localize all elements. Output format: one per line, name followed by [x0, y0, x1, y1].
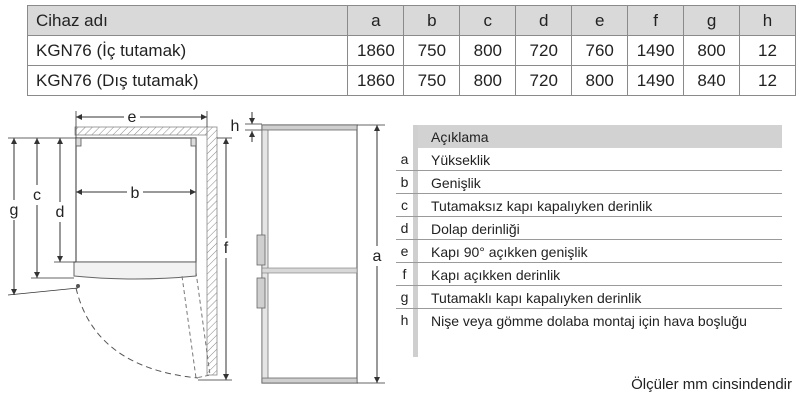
legend-text: Kapı 90° açıkken genişlik	[431, 244, 588, 260]
legend-text: Genişlik	[431, 175, 481, 191]
side-view	[231, 112, 385, 383]
door-closed	[74, 262, 196, 279]
table-cell: 750	[404, 36, 460, 66]
table-cell: 720	[516, 66, 572, 96]
table-cell: 800	[460, 36, 516, 66]
dim-label-f: f	[223, 240, 229, 257]
table-cell: 840	[684, 66, 740, 96]
legend-item	[396, 309, 782, 357]
table-header-cell: e	[572, 6, 628, 36]
table-header-cell: c	[460, 6, 516, 36]
table-cell: 12	[740, 36, 796, 66]
dim-label-c: c	[33, 187, 41, 204]
legend-key: e	[396, 240, 418, 262]
door-open	[182, 272, 210, 378]
legend-key: a	[396, 148, 418, 170]
table-row	[28, 36, 796, 66]
table-header-cell: g	[684, 6, 740, 36]
table-cell: 800	[572, 66, 628, 96]
table-header-cell: a	[348, 6, 404, 36]
legend-item	[396, 217, 782, 240]
table-cell: KGN76 (İç tutamak)	[28, 36, 348, 66]
dim-label-h: h	[230, 118, 240, 135]
legend-item	[396, 263, 782, 286]
legend-key: b	[396, 171, 418, 193]
table-cell: KGN76 (Dış tutamak)	[28, 66, 348, 96]
legend-text: Yükseklik	[431, 152, 491, 168]
table-header-cell: f	[628, 6, 684, 36]
legend-item	[396, 171, 782, 194]
legend-text: Dolap derinliği	[431, 221, 520, 237]
legend-item	[396, 148, 782, 171]
dim-label-b: b	[130, 185, 140, 202]
dim-label-a: a	[372, 248, 382, 265]
table-row	[28, 66, 796, 96]
legend-key: g	[396, 286, 418, 308]
dimension-drawing	[0, 105, 395, 400]
legend	[396, 125, 782, 357]
legend-item	[396, 194, 782, 217]
table-header-row	[28, 6, 796, 36]
table-header-cell: h	[740, 6, 796, 36]
legend-key: h	[396, 309, 418, 357]
legend-item	[396, 240, 782, 263]
dim-label-d: d	[55, 204, 65, 221]
table-cell: 1860	[348, 36, 404, 66]
legend-key: f	[396, 263, 418, 285]
table-header-cell: d	[516, 6, 572, 36]
legend-item	[396, 286, 782, 309]
wall-right	[207, 127, 217, 375]
upper-handle	[257, 235, 265, 265]
legend-key: d	[396, 217, 418, 239]
dimensions-table	[27, 5, 796, 96]
door-swing-arc	[76, 288, 198, 378]
table-cell: 760	[572, 36, 628, 66]
fridge-body	[262, 125, 357, 383]
table-cell: 750	[404, 66, 460, 96]
legend-title: Açıklama	[418, 125, 782, 148]
legend-key: c	[396, 194, 418, 216]
units-footnote: Ölçüler mm cinsindendir	[631, 376, 792, 393]
top-view	[6, 108, 234, 380]
table-cell: 800	[460, 66, 516, 96]
legend-text: Tutamaksız kapı kapalıyken derinlik	[431, 198, 653, 214]
table-header-cell: Cihaz adı	[28, 6, 348, 36]
lower-handle	[257, 278, 265, 308]
legend-header	[396, 125, 782, 148]
table-cell: 800	[684, 36, 740, 66]
legend-text: Kapı açıkken derinlik	[431, 267, 561, 283]
table-cell: 1860	[348, 66, 404, 96]
table-cell: 1490	[628, 36, 684, 66]
table-cell: 12	[740, 66, 796, 96]
legend-text: Nişe veya gömme dolaba montaj için hava boşluğu	[431, 313, 747, 329]
legend-text: Tutamaklı kapı kapalıyken derinlik	[431, 290, 642, 306]
dim-label-e: e	[127, 109, 137, 126]
table-header-cell: b	[404, 6, 460, 36]
wall-top	[75, 127, 207, 135]
dim-label-g: g	[9, 202, 19, 219]
table-cell: 1490	[628, 66, 684, 96]
table-cell: 720	[516, 36, 572, 66]
